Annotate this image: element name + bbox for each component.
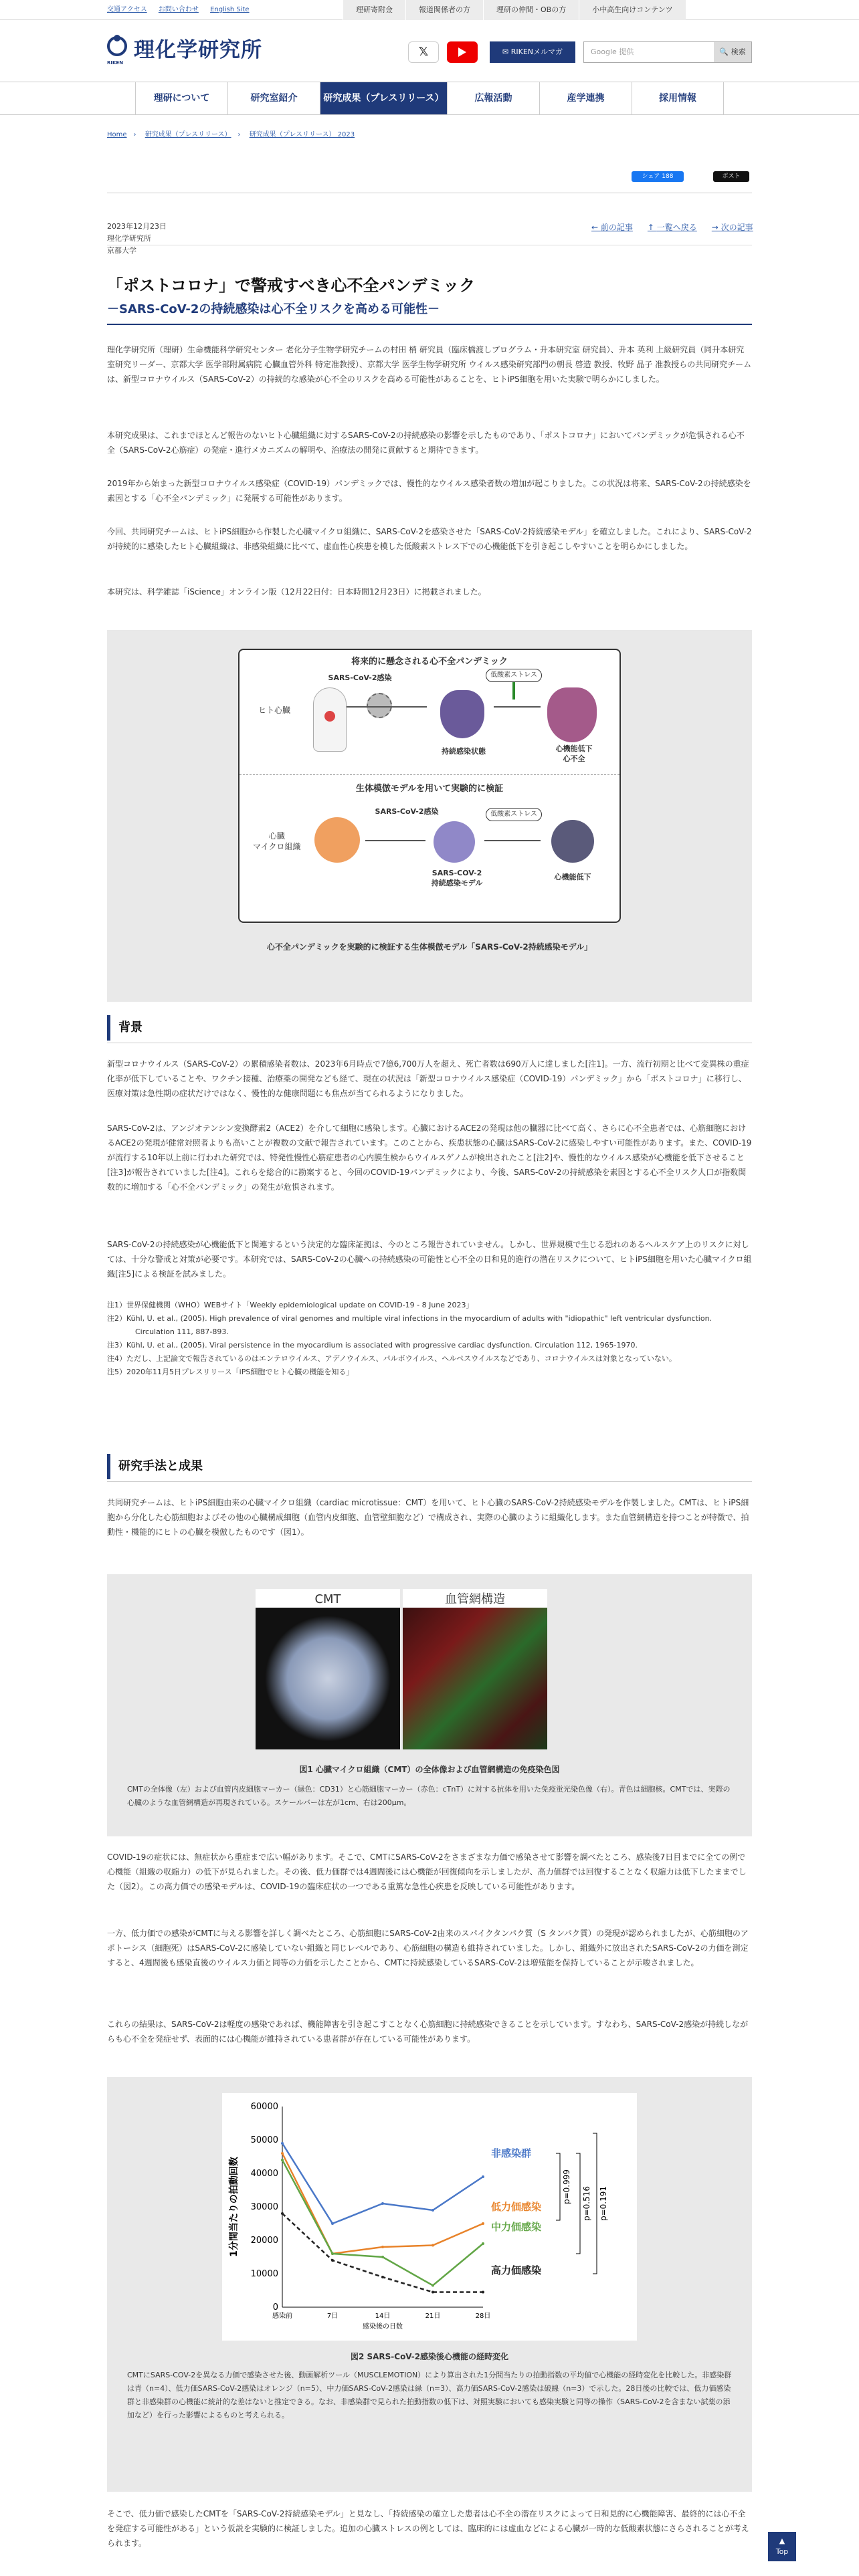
x-tick-label: 14日 bbox=[375, 2313, 391, 2320]
search-input[interactable] bbox=[583, 41, 752, 63]
x-icon[interactable]: 𝕏 bbox=[408, 41, 439, 63]
x-post-button[interactable]: ポスト bbox=[713, 171, 749, 182]
contact-link[interactable]: お問い合わせ bbox=[158, 6, 199, 13]
mail-label: RIKENメルマガ bbox=[510, 47, 563, 56]
data-point bbox=[331, 2252, 334, 2255]
nav-press[interactable]: 研究成果（プレスリリース） bbox=[320, 82, 447, 114]
y-tick-label: 40000 bbox=[250, 2169, 278, 2179]
methods-para-1: 共同研究チームは、ヒトiPS細胞由来の心臓マイクロ組織（cardiac microtissue：CMT）を用いて、ヒト心臓のSARS-CoV-2持続感染モデルを作製しました。CMTは、ヒトiPS細胞から分化した心筋細胞およびその他の心臓構成細胞（血管内皮細胞、血管壁細胞など）で構成され、実際の心臓のように組織化します。また血管網構造を持つことが特徴で、拍動性・機能的にヒトの心臓を模倣したものです（図1）。 bbox=[107, 1498, 749, 1537]
crumb-sep-icon: › bbox=[237, 131, 241, 138]
vascular-label: 血管網構造 bbox=[403, 1589, 547, 1608]
p-bracket bbox=[556, 2153, 560, 2220]
hypoxia-badge: 低酸素ストレス bbox=[486, 669, 542, 682]
utility-links bbox=[107, 4, 259, 16]
y-tick-label: 20000 bbox=[250, 2236, 278, 2246]
p-bracket bbox=[593, 2133, 597, 2274]
tab-press[interactable]: 報道関係者の方 bbox=[405, 0, 483, 20]
series-label: 高力価感染 bbox=[491, 2264, 542, 2276]
figure-1-description: CMTの全体像（左）および血管内皮細胞マーカー（緑色：CD31）と心筋細胞マーカー（赤色：cTnT）に対する抗体を用いた免疫蛍光染色像（右）。青色は細胞核。CMTでは、実際の心臓のような血管網構造が再現されている。スケールバーは左が1cm、右は200μm。 bbox=[127, 1785, 731, 1807]
youtube-icon[interactable] bbox=[447, 41, 478, 63]
search-button[interactable] bbox=[714, 42, 751, 62]
org-riken: 理化学研究所 bbox=[107, 234, 151, 243]
utility-bar bbox=[0, 0, 859, 20]
logo-mark[interactable] bbox=[107, 36, 127, 56]
footnote-4: 注4）ただし、上記論文で報告されているのはエンテロウイルス、アデノウイルス、パルボウイルス、ヘルペスウイルスなどであり、コロナウイルスは対象となっていない。 bbox=[107, 1354, 676, 1363]
x-tick-label: 28日 bbox=[475, 2313, 491, 2320]
data-point bbox=[432, 2284, 434, 2287]
y-tick-label: 50000 bbox=[250, 2135, 278, 2145]
hypoxia-badge: 低酸素ストレス bbox=[486, 808, 542, 821]
data-point bbox=[432, 2291, 434, 2294]
arrow-icon bbox=[365, 840, 425, 841]
y-tick-label: 60000 bbox=[250, 2102, 278, 2112]
y-tick-label: 30000 bbox=[250, 2202, 278, 2212]
data-point bbox=[281, 2142, 284, 2145]
data-point bbox=[482, 2242, 484, 2245]
p-value-label: p=0.999 bbox=[562, 2169, 571, 2205]
article-pagenav bbox=[591, 221, 753, 235]
crumb-press[interactable]: 研究成果（プレスリリース） bbox=[145, 131, 231, 138]
green-arrow-icon bbox=[512, 682, 515, 700]
methods-para-4: これらの結果は、SARS-CoV-2は軽度の感染であれば、機能障害を引き起こすことなく心筋細胞に持続感染できることを示しています。すなわち、SARS-CoV-2感染が持続しながらも心不全を発症せず、表面的には心機能が維持されている患者群が存在している可能性があります。 bbox=[107, 2020, 749, 2044]
section-heading-background: 背景 bbox=[107, 1015, 752, 1041]
tab-kids[interactable]: 小中高生向けコンテンツ bbox=[579, 0, 685, 20]
persistent-model-label: SARS-COV-2 持続感染モデル bbox=[431, 869, 483, 887]
mail-icon: ✉ bbox=[502, 47, 511, 56]
data-point bbox=[381, 2276, 384, 2278]
persistent-state-label: 持続感染状態 bbox=[442, 747, 486, 756]
arrow-icon bbox=[484, 840, 541, 841]
data-point bbox=[381, 2246, 384, 2248]
methods-para-2: COVID-19の症状には、無症状から重症まで広い幅があります。そこで、CMTにSARS-CoV-2をさまざまな力価で感染させて影響を調べたところ、感染後7日目までに全ての例で心機能（組織の収縮力）の低下が見られました。その後、低力価群では4週間後には心機能が回復傾向を示しましたが、高力価群では回復することなく収縮力は低下したままでした（図2）。この高力価での感染モデルは、COVID-19の臨床症状の一つである重篤な急性心疾患を反映している可能性があります。 bbox=[107, 1852, 747, 1891]
intro-para-5: 本研究は、科学雑誌「iScience」オンライン版（12月22日付：日本時間12月23日）に掲載されました。 bbox=[107, 587, 486, 597]
crumb-2023[interactable]: 研究成果（プレスリリース） 2023 bbox=[249, 131, 355, 138]
data-point bbox=[432, 2244, 434, 2247]
nav-pr[interactable]: 広報活動 bbox=[447, 82, 539, 114]
diagram-top-title: 将来的に懸念される心不全パンデミック bbox=[351, 657, 508, 667]
footnote-1[interactable]: 注1）世界保健機関（WHO）WEBサイト「Weekly epidemiological update on COVID-19 - 8 June 2023」 bbox=[107, 1301, 474, 1309]
y-axis-title: 1分間当たりの拍動回数 bbox=[229, 2157, 240, 2257]
data-point bbox=[331, 2222, 334, 2225]
overview-figure bbox=[107, 630, 752, 1002]
diagram-frame bbox=[238, 649, 621, 923]
virus-icon bbox=[367, 693, 392, 718]
section-heading-methods: 研究手法と成果 bbox=[107, 1454, 752, 1479]
series-label: 非感染群 bbox=[491, 2147, 532, 2159]
vascular-photo bbox=[403, 1608, 547, 1749]
back-to-list-link[interactable]: ↑ 一覧へ戻る bbox=[647, 223, 697, 232]
back-to-top-label: Top bbox=[775, 2547, 789, 2556]
diagram-bottom-title: 生体模倣モデルを用いて実験的に検証 bbox=[355, 784, 504, 794]
heart-failure-label: 心機能低下 心不全 bbox=[555, 744, 593, 763]
article-subtitle: －SARS-CoV-2の持続感染は心不全リスクを高める可能性－ bbox=[107, 302, 440, 316]
logo-sub: RIKEN bbox=[107, 60, 124, 66]
diagram-separator bbox=[240, 774, 619, 775]
crumb-home[interactable]: Home bbox=[107, 131, 127, 138]
crumb-sep-icon: › bbox=[133, 131, 136, 138]
data-point bbox=[331, 2259, 334, 2262]
infected-microtissue-icon bbox=[434, 821, 475, 863]
methods-para-5: そこで、低力価で感染したCMTを「SARS-CoV-2持続感染モデル」と見なし、「持続感染の確立した患者は心不全の潜在リスクによって日和見的に心機能障害、最終的には心不全を発症する可能性がある」という仮説を実験的に検証しました。追加の心臓ストレスの例としては、臨床的には虚血などによる心臓が一時的な低酸素状態にさらされることが考えられます。 bbox=[107, 2509, 749, 2548]
utility-tabs bbox=[343, 0, 686, 20]
background-para-1: 新型コロナウイルス（SARS-CoV-2）の累積感染者数は、2023年6月時点で7億6,700万人を超え、死亡者数は690万人に達しました[注1]。一方、流行初期と比べて変異株の重症化率が低下していることや、ワクチン接種、治療薬の開発なども経て、現在の状況は「新型コロナウイルス感染症（COVID-19）パンデミック」から「ポストコロナ」に移行し、医療対策は急性期の症状だけではなく、慢性的な健康問題にも焦点が当てられるようになりました。 bbox=[107, 1059, 749, 1098]
failing-heart-icon bbox=[547, 687, 597, 742]
figure-1 bbox=[107, 1574, 752, 1836]
facebook-share-button[interactable]: シェア 188 bbox=[632, 171, 684, 182]
background-para-3: SARS-CoV-2の持続感染が心機能低下と関連するという決定的な臨床証拠は、今のところ報告されていません。しかし、世界規模で生じる恐れのあるヘルスケア上のリスクに対しては、十分な警戒と対策が必要です。本研究では、SARS-CoV-2の心臓への持続感染の可能性と心不全の日和見的進行の潜在リスクについて、ヒトiPS細胞を用いた心臓マイクロ組織[注5]による検証を試みました。 bbox=[107, 1240, 752, 1279]
y-tick-label: 0 bbox=[272, 2302, 278, 2313]
data-point bbox=[381, 2202, 384, 2205]
tab-donation[interactable]: 理研寄附金 bbox=[343, 0, 405, 20]
breadcrumb bbox=[107, 129, 361, 141]
footnotes bbox=[107, 1299, 752, 1379]
article-meta bbox=[107, 221, 167, 257]
footnote-5[interactable]: 注5）2020年11月5日プレスリリース「iPS細胞でヒト心臓の機能を知る」 bbox=[107, 1368, 354, 1376]
series-line bbox=[282, 2214, 483, 2292]
figure-1-caption: 図1 心臓マイクロ組織（CMT）の全体像および血管網構造の免疫染色図 bbox=[299, 1765, 560, 1774]
intro-para-2: 本研究成果は、これまでほとんど報告のないヒト心臓組織に対するSARS-CoV-2の持続感染の影響を示したものであり、「ポストコロナ」においてパンデミックが危惧される心不全（SARS-CoV-2心筋症）の発症・進行メカニズムの解明や、治療法の開発に貢献すると期待できます。 bbox=[107, 431, 745, 455]
x-tick-label: 7日 bbox=[326, 2313, 339, 2320]
intro-para-1: 理化学研究所（理研）生命機能科学研究センター 老化分子生物学研究チームの村田 梢 研究員（臨床橋渡しプログラム・升本研究室 研究員）、升本 英利 上級研究員（同升本研究室研究リーダー、京都大学 医学部附属病院 心臓血管外科 特定准教授）、京都大学 医学生物学研究所 ウイルス感染研究部門の朝長 啓造 教授、牧野 晶子 准教授らの共同研究チームは、新型コロナウイルス（SARS-CoV-2）の持続的な感染が心不全のリスクを高める可能性があることを、ヒトiPS細胞を用いた実験で明らかにしました。 bbox=[107, 345, 752, 384]
sars-label-bottom: SARS-CoV-2感染 bbox=[375, 807, 439, 816]
y-tick-label: 10000 bbox=[250, 2269, 278, 2279]
data-point bbox=[482, 2222, 484, 2225]
org-kyoto: 京都大学 bbox=[107, 246, 136, 255]
article-title: 「ポストコロナ」で警戒すべき心不全パンデミック bbox=[107, 276, 476, 295]
access-link[interactable]: 交通アクセス bbox=[107, 6, 147, 13]
intro-para-4: 今回、共同研究チームは、ヒトiPS細胞から作製した心臓マイクロ組織に、SARS-CoV-2を感染させた「SARS-CoV-2持続感染モデル」を確立しました。これにより、SARS-CoV-2が持続的に感染したヒト心臓組織は、非感染組織に比べて、虚血性心疾患を模した低酸素ストレス下での心機能低下を引き起こしやすいことを明らかにしました。 bbox=[107, 527, 752, 551]
p-bracket bbox=[576, 2153, 580, 2254]
p-value-label: p=0.516 bbox=[582, 2185, 591, 2222]
title-rule bbox=[107, 324, 752, 325]
x-tick-label: 感染前 bbox=[272, 2313, 292, 2320]
figure-2 bbox=[107, 2077, 752, 2492]
data-point bbox=[381, 2256, 384, 2258]
x-axis-title: 感染後の日数 bbox=[363, 2323, 403, 2331]
arrow-icon bbox=[494, 706, 541, 708]
line-chart bbox=[222, 2093, 637, 2341]
prev-article-link[interactable]: ← 前の記事 bbox=[591, 223, 633, 232]
cmt-label: CMT bbox=[256, 1589, 400, 1608]
nav-industry[interactable]: 産学連携 bbox=[539, 82, 632, 114]
human-heart-label: ヒト心臓 bbox=[258, 706, 291, 715]
footnote-2: 注2）Kühl, U. et al., (2005). High prevalence of viral genomes and multiple viral infections in the myocardium of adults with "idiopathic" left ventricular dysfunction. Circulation 111, 887-893. bbox=[107, 1314, 712, 1336]
data-point bbox=[281, 2152, 284, 2155]
nav-recruit[interactable]: 採用情報 bbox=[632, 82, 724, 114]
infected-heart-icon bbox=[440, 690, 484, 738]
global-nav bbox=[0, 82, 859, 115]
x-tick-label: 21日 bbox=[425, 2313, 441, 2320]
human-figure-icon bbox=[313, 687, 347, 752]
site-logo[interactable]: 理化学研究所 bbox=[134, 38, 262, 62]
series-label: 低力価感染 bbox=[491, 2201, 542, 2213]
nav-about[interactable]: 理研について bbox=[135, 82, 227, 114]
data-point bbox=[482, 2175, 484, 2178]
series-line bbox=[282, 2160, 483, 2286]
methods-para-3: 一方、低力価での感染がCMTに与える影響を詳しく調べたところ、心筋細胞にSARS-CoV-2由来のスパイクタンパク質（S タンパク質）の発現が認められましたが、心筋細胞のアポトーシス（細胞死）はSARS-CoV-2に感染していない組織と同じレベルであり、心筋細胞の構造も維持されていました。しかし、組織外に放出されたSARS-CoV-2の力価を測定すると、4週間後も感染直後のウイルス力価と同等の力価を示したことから、CMTに持続感染しているSARS-CoV-2は増殖能を保持していることが示唆されました。 bbox=[107, 1929, 749, 1967]
english-link[interactable]: English Site bbox=[210, 6, 250, 13]
footnote-3: 注3）Kühl, U. et al., (2005). Viral persistence in the myocardium is associated with progressive cardiac dysfunction. Circulation 112, 1965-1970. bbox=[107, 1341, 638, 1350]
tab-ob[interactable]: 理研の仲間・OBの方 bbox=[483, 0, 579, 20]
data-point bbox=[281, 2212, 284, 2215]
figure-2-description: CMTにSARS-COV-2を異なる力価で感染させた後、動画解析ツール（MUSCLEMOTION）により算出された1分間当たりの拍動指数の平均値で心機能の経時変化を比較した。非感染群は青（n=4）、低力価SARS-CoV-2感染はオレンジ（n=5）、中力価SARS-CoV-2感染は緑（n=3）、高力価SARS-CoV-2感染は破線（n=3）で示した。28日後の比較では、低力価感染群と非感染群の心機能に統計的な差はないと推定できる。なお、非感染群で見られた拍動指数の低下は、対照実験においても感染実験と同等の操作（SARS-CoV-2を含まない試薬の添加など）を行った影響によるものと考えられる。 bbox=[127, 2371, 732, 2420]
series-label: 中力価感染 bbox=[491, 2221, 542, 2233]
nav-labs[interactable]: 研究室紹介 bbox=[227, 82, 320, 114]
arrow-icon bbox=[347, 706, 427, 708]
search-button-label: 検索 bbox=[731, 47, 746, 56]
back-to-top-button[interactable] bbox=[768, 2532, 796, 2561]
sars-label-top: SARS-CoV-2感染 bbox=[328, 673, 392, 682]
data-point bbox=[432, 2209, 434, 2212]
intro-para-3: 2019年から始まった新型コロナウイルス感染症（COVID-19）パンデミックでは、慢性的なウイルス感染者数の増加が起こりました。この状況は将来、SARS-CoV-2の持続感染を素因とする「心不全パンデミック」に発展する可能性があります。 bbox=[107, 479, 751, 503]
search-icon: 🔍 bbox=[719, 47, 729, 56]
dysfunction-label: 心機能低下 bbox=[554, 873, 591, 881]
data-point bbox=[281, 2159, 284, 2161]
dysfunction-microtissue-icon bbox=[551, 820, 594, 863]
figure-caption: 心不全パンデミックを実験的に検証する生体模倣モデル「SARS-CoV-2持続感染モデル」 bbox=[266, 942, 593, 952]
arrow-up-icon: ▲ bbox=[779, 2537, 785, 2545]
p-value-label: p=0.191 bbox=[599, 2185, 608, 2222]
mail-magazine-button[interactable] bbox=[490, 41, 575, 63]
data-point bbox=[482, 2291, 484, 2294]
next-article-link[interactable]: → 次の記事 bbox=[711, 223, 753, 232]
figure-2-caption: 図2 SARS-CoV-2感染後心機能の経時変化 bbox=[350, 2352, 509, 2361]
background-para-2: SARS-CoV-2は、アンジオテンシン変換酵素2（ACE2）を介して細胞に感染します。心臓におけるACE2の発現は他の臓器に比べて高く、さらに心不全患者では、心筋細胞におけるACE2の発現が健常対照者よりも高いことが複数の文献で報告されています。このことから、疾患状態の心臓はSARS-CoV-2に感染しやすい可能性があります。また、COVID-19が流行する10年以上前に行われた研究では、特発性慢性心筋症患者の心内膜生検からウイルスゲノムが検出されたこと[注2]や、慢性的なウイルス感染が心機能を低下させること[注3]が報告されていました[注4]。これらを総合的に勘案すると、今回のCOVID-19パンデミックにより、今後、SARS-CoV-2の持続感染を素因とする心不全リスク人口が指数関数的に増加する「心不全パンデミック」の発生が危惧されます。 bbox=[107, 1123, 752, 1192]
article-date: 2023年12月23日 bbox=[107, 222, 167, 231]
cmt-photo bbox=[256, 1608, 400, 1749]
search-placeholder: Google 提供 bbox=[591, 47, 634, 56]
series-line bbox=[282, 2143, 483, 2224]
microtissue-icon bbox=[314, 817, 360, 863]
microtissue-label: 心臓 マイクロ組織 bbox=[253, 831, 301, 851]
